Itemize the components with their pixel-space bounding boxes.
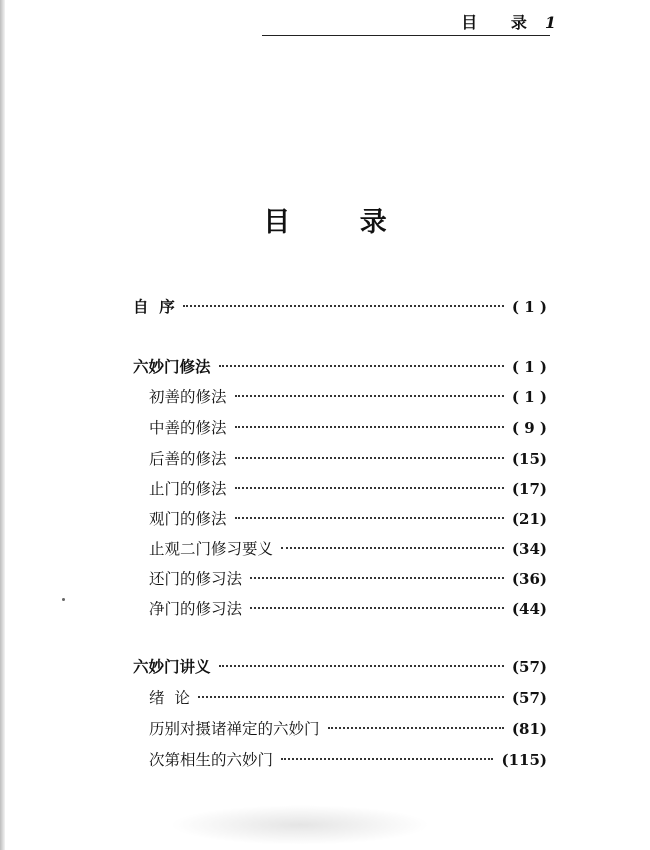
dot-leader [250,607,504,609]
toc-entry-label: 中善的修法 [149,419,227,437]
toc-entry-label: 后善的修法 [149,450,227,468]
toc-entry-page: (15) [511,450,547,468]
toc-entry[interactable] [149,688,547,708]
toc-entry-label: 绪 论 [149,689,190,707]
toc-entry-preface[interactable] [133,297,547,317]
page-edge-shadow [0,0,5,850]
dot-leader [235,487,504,489]
toc-entry-label: 历别对摄诸禅定的六妙门 [149,720,320,738]
toc-entry-label: 次第相生的六妙门 [149,751,274,769]
dot-leader [281,758,493,760]
toc-entry-label: 还门的修习法 [149,570,243,588]
toc-entry-page: (57) [511,658,547,676]
toc-entry-page: (21) [511,510,547,528]
dot-leader [198,696,504,698]
toc-entry-label: 净门的修习法 [149,600,243,618]
toc-entry-page: (17) [511,480,547,498]
running-head-page-number: 1 [544,13,556,32]
toc-entry[interactable] [149,719,547,739]
dot-leader [219,365,504,367]
toc-entry[interactable] [149,449,547,469]
dot-leader [183,305,504,307]
toc-entry[interactable] [149,569,547,589]
toc-entry-label: 止观二门修习要义 [149,540,274,558]
toc-entry[interactable] [149,418,547,438]
scan-speck [62,598,65,601]
toc-entry-label: 止门的修法 [149,480,227,498]
toc-entry-page: ( 9 ) [511,419,547,437]
toc-entry-label: 自 序 [133,298,175,316]
toc-entry[interactable] [149,539,547,559]
dot-leader [235,517,504,519]
toc-entry-page: (44) [511,600,547,618]
toc-entry-page: (34) [511,540,547,558]
toc-entry-label: 六妙门讲义 [133,658,211,676]
toc-entry-page: ( 1 ) [511,388,547,406]
toc-entry-page: (115) [501,751,547,769]
toc-entry-label: 观门的修法 [149,510,227,528]
toc-entry-section-lectures[interactable] [133,657,547,677]
toc-entry[interactable] [149,599,547,619]
toc-entry[interactable] [149,387,547,407]
toc-entry-label: 六妙门修法 [133,358,211,376]
dot-leader [235,457,504,459]
toc-entry-page: (57) [511,689,547,707]
toc-entry-page: ( 1 ) [511,298,547,316]
toc-entry-label: 初善的修法 [149,388,227,406]
toc-entry[interactable] [149,509,547,529]
running-head-rule [262,35,550,36]
dot-leader [328,727,504,729]
toc-entry-page: ( 1 ) [511,358,547,376]
dot-leader [235,426,504,428]
toc-entry[interactable] [149,479,547,499]
running-head-label: 目 录 [461,13,541,32]
dot-leader [235,395,504,397]
toc-entry-page: (36) [511,570,547,588]
scan-smudge [170,805,430,845]
toc-entry[interactable] [149,750,547,770]
dot-leader [250,577,504,579]
toc-entry-section-practice[interactable] [133,357,547,377]
running-head [461,10,556,33]
dot-leader [219,665,504,667]
dot-leader [281,547,504,549]
toc-entry-page: (81) [511,720,547,738]
page-title: 目 录 [263,207,417,238]
